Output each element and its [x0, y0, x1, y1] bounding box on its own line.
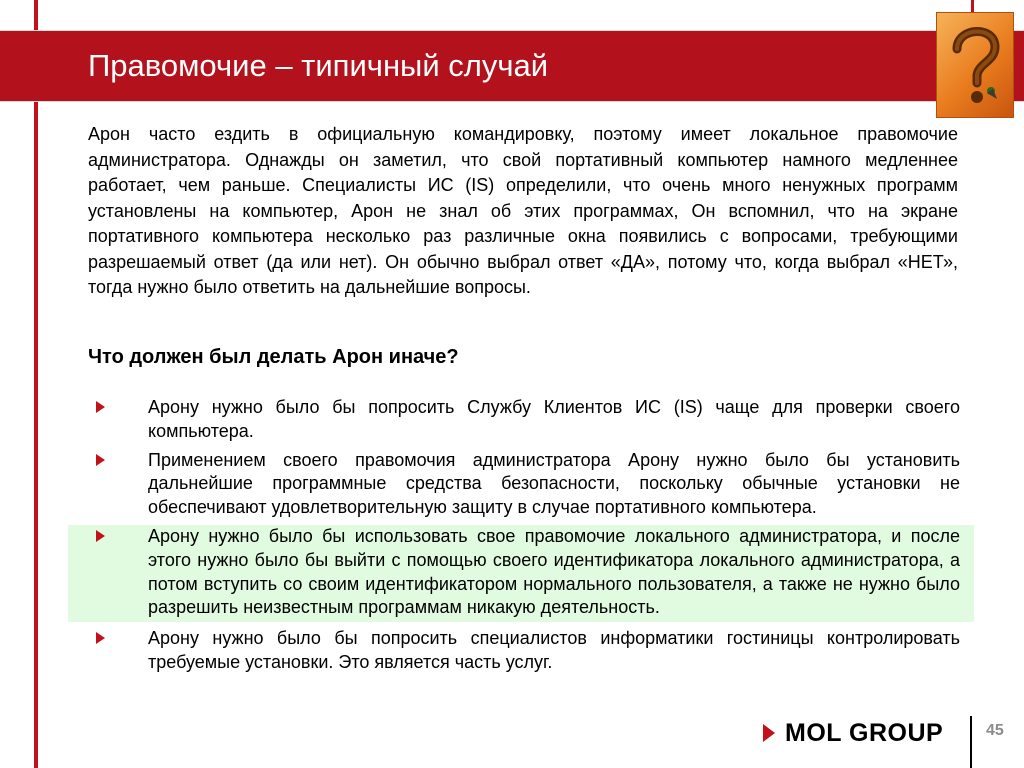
logo-arrow-icon — [763, 724, 775, 742]
list-item — [68, 449, 974, 520]
answer-list — [68, 396, 974, 680]
list-item — [68, 627, 974, 675]
list-item-text: Арону нужно было бы использовать свое правомочие локального администратора, и после этого нужно было бы выйти с помощью своего идентификатора локального администратора, а потом вступить со своим идентификатором нормального пользователя, а также не нужно было разрешить неизвестным программам никакую деятельность. — [148, 525, 960, 618]
bullet-arrow-icon — [96, 401, 105, 413]
left-accent-line — [34, 0, 38, 768]
slide-title: Правомочие – типичный случай — [88, 48, 549, 83]
list-item-highlighted — [68, 525, 974, 622]
logo-text: MOL GROUP — [785, 718, 944, 747]
bullet-arrow-icon — [96, 454, 105, 466]
list-item-text: Арону нужно было бы попросить Службу Клиентов ИС (IS) чаще для проверки своего компьютера. — [148, 397, 960, 441]
question-heading: Что должен был делать Арон иначе? — [88, 346, 459, 368]
list-item — [68, 396, 974, 444]
page-number: 45 — [986, 722, 1004, 739]
question-mark-icon — [936, 12, 1014, 118]
intro-paragraph: Арон часто ездить в официальную командировку, поэтому имеет локальное правомочие администратора. Однажды он заметил, что свой портативный компьютер намного медленнее работает, чем раньше. Специалисты ИС (IS) определили, что очень много ненужных программ установлены на компьютер, Арон не знал об этих программах, Он вспомнил, что на экране портативного компьютера несколько раз различные окна появились с вопросами, требующими разрешаемый ответ (да или нет). Он обычно выбрал ответ «ДА», потому что, когда выбрал «НЕТ», тогда нужно было ответить на дальнейшие вопросы. — [88, 124, 958, 297]
list-item-text: Арону нужно было бы попросить специалистов информатики гостиницы контролировать требуемые установки. Это является часть услуг. — [148, 628, 960, 672]
bullet-arrow-icon — [96, 632, 105, 644]
bullet-arrow-icon — [96, 530, 105, 542]
list-item-text: Применением своего правомочия администратора Арону нужно было бы установить дальнейшие программные средства безопасности, поскольку обычные установки не обеспечивают удовлетворительную защиту в случае портативного компьютера. — [148, 449, 960, 518]
mol-group-logo — [763, 718, 943, 748]
footer-divider — [970, 716, 972, 768]
